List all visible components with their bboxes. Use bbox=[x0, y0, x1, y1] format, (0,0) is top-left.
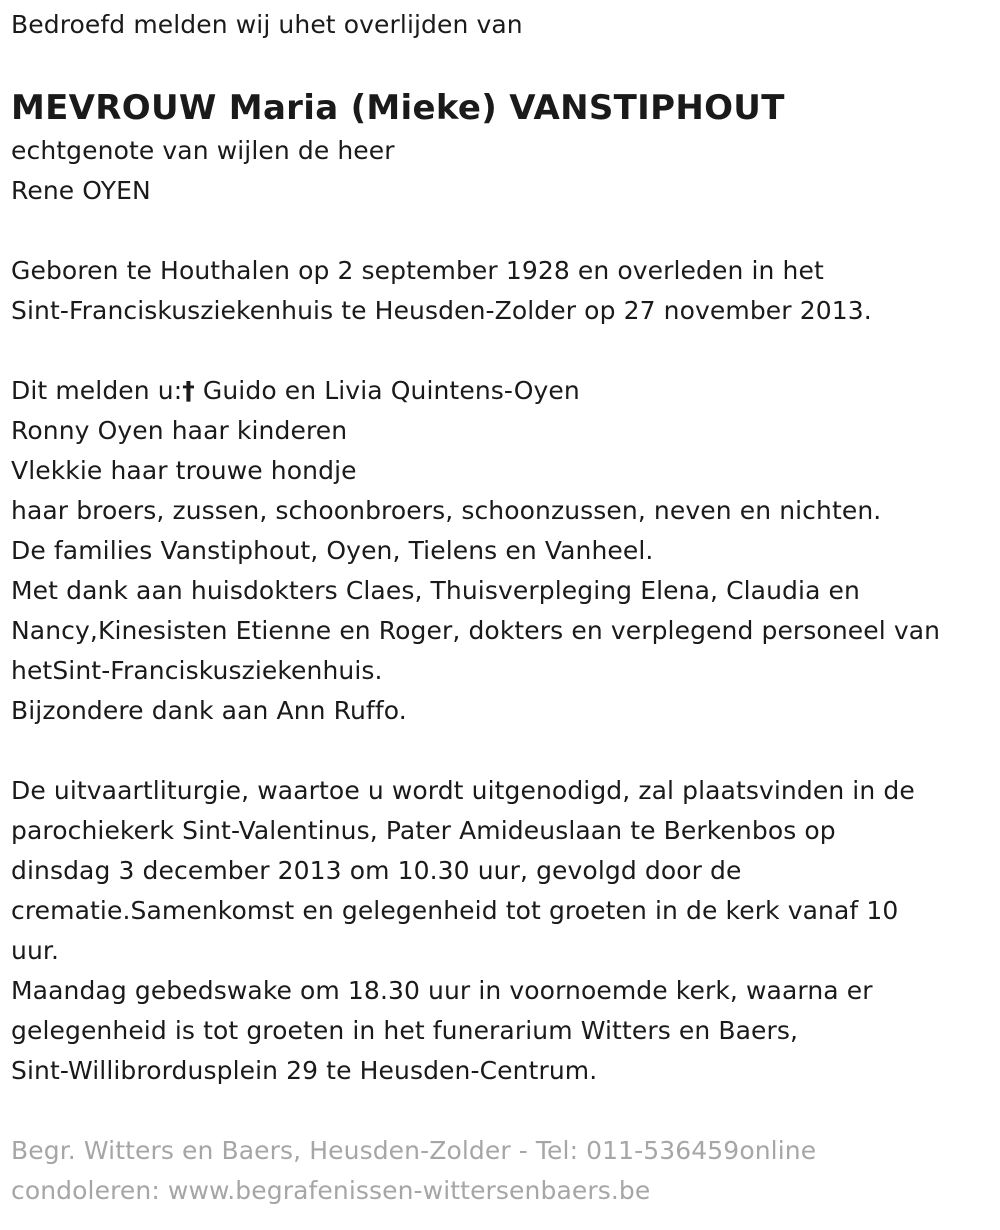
cross-icon: † bbox=[182, 376, 195, 405]
deceased-name: MEVROUW Maria (Mieke) VANSTIPHOUT bbox=[11, 88, 785, 128]
birth-death-line-1: Geboren te Houthalen op 2 september 1928 en overleden in het bbox=[11, 256, 824, 285]
announce-line: Ronny Oyen haar kinderen bbox=[11, 416, 348, 445]
announce-line: Nancy,Kinesisten Etienne en Roger, dokters en verplegend personeel van bbox=[11, 616, 941, 645]
funeral-line: uur. bbox=[11, 936, 60, 965]
spacer bbox=[11, 211, 996, 251]
announce-line: Met dank aan huisdokters Claes, Thuisverpleging Elena, Claudia en bbox=[11, 576, 860, 605]
birth-death-line-2: Sint-Franciskusziekenhuis te Heusden-Zolder op 27 november 2013. bbox=[11, 296, 872, 325]
announce-line: hetSint-Franciskusziekenhuis. bbox=[11, 656, 383, 685]
spouse-line-2: Rene OYEN bbox=[11, 176, 151, 205]
announce-prefix: Dit melden u: bbox=[11, 376, 183, 405]
funeral-line: parochiekerk Sint-Valentinus, Pater Amideuslaan te Berkenbos op bbox=[11, 816, 836, 845]
funeral-home-footer bbox=[11, 1131, 996, 1211]
announce-line: haar broers, zussen, schoonbroers, schoonzussen, neven en nichten. bbox=[11, 496, 882, 525]
obituary-notice bbox=[11, 0, 996, 1211]
funeral-line: De uitvaartliturgie, waartoe u wordt uitgenodigd, zal plaatsvinden in de bbox=[11, 776, 915, 805]
funeral-line: Sint-Willibrordusplein 29 te Heusden-Centrum. bbox=[11, 1056, 598, 1085]
announce-first-names: Guido en Livia Quintens-Oyen bbox=[194, 376, 580, 405]
footer-line-1: Begr. Witters en Baers, Heusden-Zolder - Tel: 011-536459online bbox=[11, 1136, 817, 1165]
intro-text: Bedroefd melden wij uhet overlijden van bbox=[11, 10, 523, 39]
funeral-line: crematie.Samenkomst en gelegenheid tot groeten in de kerk vanaf 10 bbox=[11, 896, 899, 925]
spouse-line-1: echtgenote van wijlen de heer bbox=[11, 136, 395, 165]
spacer bbox=[11, 331, 996, 371]
spacer bbox=[11, 731, 996, 771]
announce-line: Bijzondere dank aan Ann Ruffo. bbox=[11, 696, 407, 725]
funeral-line: gelegenheid is tot groeten in het funerarium Witters en Baers, bbox=[11, 1016, 799, 1045]
announce-first-line bbox=[11, 371, 996, 411]
announce-line: Vlekkie haar trouwe hondje bbox=[11, 456, 357, 485]
funeral-line: Maandag gebedswake om 18.30 uur in voornoemde kerk, waarna er bbox=[11, 976, 873, 1005]
footer-line-2: condoleren: www.begrafenissen-wittersenbaers.be bbox=[11, 1176, 651, 1205]
announce-line: De families Vanstiphout, Oyen, Tielens en Vanheel. bbox=[11, 536, 654, 565]
funeral-line: dinsdag 3 december 2013 om 10.30 uur, gevolgd door de bbox=[11, 856, 742, 885]
